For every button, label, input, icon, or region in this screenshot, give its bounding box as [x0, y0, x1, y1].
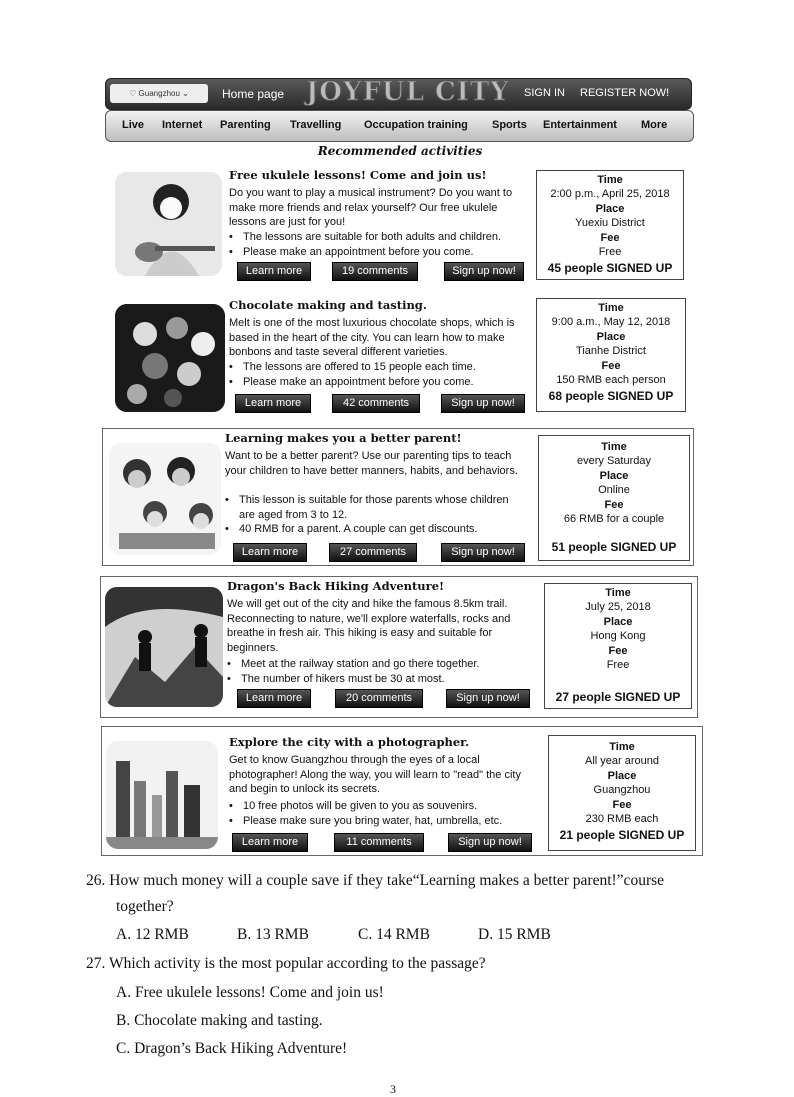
- list-item: • Please make sure you bring water, hat, umbrella, etc.: [229, 814, 544, 829]
- signed-up-count: 68 people SIGNED UP: [548, 389, 674, 404]
- signed-up-count: 45 people SIGNED UP: [547, 261, 673, 276]
- activity-bullets: [229, 360, 534, 389]
- list-item: • Meet at the railway station and go there together.: [227, 657, 527, 672]
- hiking-photo: [105, 587, 223, 707]
- list-item: • The lessons are offered to 15 people each time.: [229, 360, 534, 375]
- family-photo: [109, 443, 221, 555]
- city-selector[interactable]: ♡ Guangzhou ⌄: [110, 84, 208, 103]
- activity-card-ukulele: [105, 166, 695, 284]
- nav-item-sports[interactable]: Sports: [492, 119, 527, 131]
- sign-up-button[interactable]: Sign up now!: [441, 394, 525, 413]
- category-nav: [105, 110, 694, 142]
- activity-info-box: Time every Saturday Place Online Fee 66 RMB for a couple 51 people SIGNED UP: [538, 435, 690, 561]
- activity-title: Explore the city with a photographer.: [229, 735, 470, 749]
- learn-more-button[interactable]: Learn more: [237, 689, 311, 708]
- option-b[interactable]: B. 13 RMB: [237, 926, 309, 943]
- activity-bullets: [227, 657, 527, 686]
- activity-bullets: [229, 799, 544, 828]
- activity-info-box: Time All year around Place Guangzhou Fee 230 RMB each 21 people SIGNED UP: [548, 735, 696, 851]
- activity-bullets: [225, 493, 523, 537]
- list-item: • Please make an appointment before you come.: [229, 245, 534, 260]
- learn-more-button[interactable]: Learn more: [235, 394, 311, 413]
- nav-item-travelling[interactable]: Travelling: [290, 119, 342, 131]
- nav-item-parenting[interactable]: Parenting: [220, 119, 271, 131]
- sign-up-button[interactable]: Sign up now!: [441, 543, 525, 562]
- comments-button[interactable]: 27 comments: [329, 543, 417, 562]
- comments-button[interactable]: 20 comments: [335, 689, 423, 708]
- activity-title: Chocolate making and tasting.: [229, 298, 427, 312]
- comments-button[interactable]: 42 comments: [332, 394, 420, 413]
- page-number: 3: [390, 1082, 396, 1096]
- list-item: • The number of hikers must be 30 at most.: [227, 672, 527, 687]
- question-26: 26. How much money will a couple save if they take“Learning makes a better parent!”course: [86, 872, 665, 889]
- learn-more-button[interactable]: Learn more: [232, 833, 308, 852]
- signed-up-count: 51 people SIGNED UP: [551, 540, 677, 555]
- activity-card-chocolate: [105, 296, 695, 420]
- activity-title: Learning makes you a better parent!: [225, 431, 462, 445]
- list-item: • The lessons are suitable for both adults and children.: [229, 230, 534, 245]
- activity-description: Melt is one of the most luxurious chocolate shops, which is based in the heart of the city. You can learn how to make bonbons and taste several different varieties.: [229, 317, 515, 359]
- activity-card-parenting: [102, 428, 694, 566]
- activity-title: Dragon's Back Hiking Adventure!: [227, 579, 445, 593]
- activity-card-hiking: [100, 576, 698, 718]
- sign-in-link[interactable]: SIGN IN: [524, 87, 565, 99]
- nav-item-entertainment[interactable]: Entertainment: [543, 119, 617, 131]
- activity-title: Free ukulele lessons! Come and join us!: [229, 168, 487, 182]
- nav-item-live[interactable]: Live: [122, 119, 145, 131]
- sign-up-button[interactable]: Sign up now!: [446, 689, 530, 708]
- activity-info-box: Time 2:00 p.m., April 25, 2018 Place Yuexiu District Fee Free 45 people SIGNED UP: [536, 170, 684, 280]
- heart-icon: ♡: [129, 89, 139, 98]
- sign-up-button[interactable]: Sign up now!: [448, 833, 532, 852]
- activity-description: Do you want to play a musical instrument? Do you want to make more friends and relax yourself? Our free ukulele lessons are just for you!: [229, 187, 513, 229]
- comments-button[interactable]: 19 comments: [332, 262, 418, 281]
- city-photo: [106, 741, 218, 849]
- activity-info-box: Time July 25, 2018 Place Hong Kong Fee Free 27 people SIGNED UP: [544, 583, 692, 709]
- activity-info-box: Time 9:00 a.m., May 12, 2018 Place Tianhe District Fee 150 RMB each person 68 people SIGNED UP: [536, 298, 686, 412]
- activity-description: Want to be a better parent? Use our parenting tips to teach your children to have better manners, habits, and behaviors.: [225, 450, 518, 477]
- nav-item-occupation-training[interactable]: Occupation training: [364, 119, 468, 131]
- learn-more-button[interactable]: Learn more: [237, 262, 311, 281]
- activity-bullets: [229, 230, 534, 259]
- top-bar: [105, 78, 692, 110]
- chevron-down-icon: ⌄: [179, 89, 189, 98]
- learn-more-button[interactable]: Learn more: [233, 543, 307, 562]
- list-item: • Please make an appointment before you come.: [229, 375, 534, 390]
- activity-description: We will get out of the city and hike the famous 8.5km trail. Reconnecting to nature, we'll explore waterfalls, rocks and breathe in fresh air. This hiking is easy and suitable for beginners.: [227, 598, 511, 654]
- signed-up-count: 21 people SIGNED UP: [559, 828, 685, 843]
- list-item: • This lesson is suitable for those parents whose children are aged from 3 to 12.: [225, 493, 523, 522]
- nav-item-more[interactable]: More: [641, 119, 668, 131]
- question-26-line2: together?: [116, 898, 174, 915]
- option-a[interactable]: A. 12 RMB: [116, 926, 189, 943]
- question-27: 27. Which activity is the most popular according to the passage?: [86, 955, 486, 972]
- activity-description: Get to know Guangzhou through the eyes of a local photographer! Along the way, you will learn to "read" the city and begin to unlock its secrets.: [229, 754, 521, 796]
- activity-card-photographer: [101, 726, 703, 856]
- home-page-link[interactable]: Home page: [222, 87, 285, 101]
- option-c[interactable]: C. Dragon’s Back Hiking Adventure!: [116, 1040, 348, 1057]
- comments-button[interactable]: 11 comments: [334, 833, 424, 852]
- sign-up-button[interactable]: Sign up now!: [444, 262, 524, 281]
- list-item: • 40 RMB for a parent. A couple can get discounts.: [225, 522, 523, 537]
- signed-up-count: 27 people SIGNED UP: [555, 690, 681, 705]
- site-logo: JOYFUL CITY: [306, 77, 510, 107]
- option-a[interactable]: A. Free ukulele lessons! Come and join us!: [116, 984, 384, 1001]
- option-b[interactable]: B. Chocolate making and tasting.: [116, 1012, 323, 1029]
- nav-item-internet[interactable]: Internet: [162, 119, 203, 131]
- ukulele-photo: [115, 172, 222, 276]
- register-link[interactable]: REGISTER NOW!: [580, 87, 670, 99]
- chocolate-photo: [115, 304, 225, 412]
- option-c[interactable]: C. 14 RMB: [358, 926, 430, 943]
- option-d[interactable]: D. 15 RMB: [478, 926, 551, 943]
- list-item: • 10 free photos will be given to you as souvenirs.: [229, 799, 544, 814]
- section-title: Recommended activities: [317, 144, 483, 158]
